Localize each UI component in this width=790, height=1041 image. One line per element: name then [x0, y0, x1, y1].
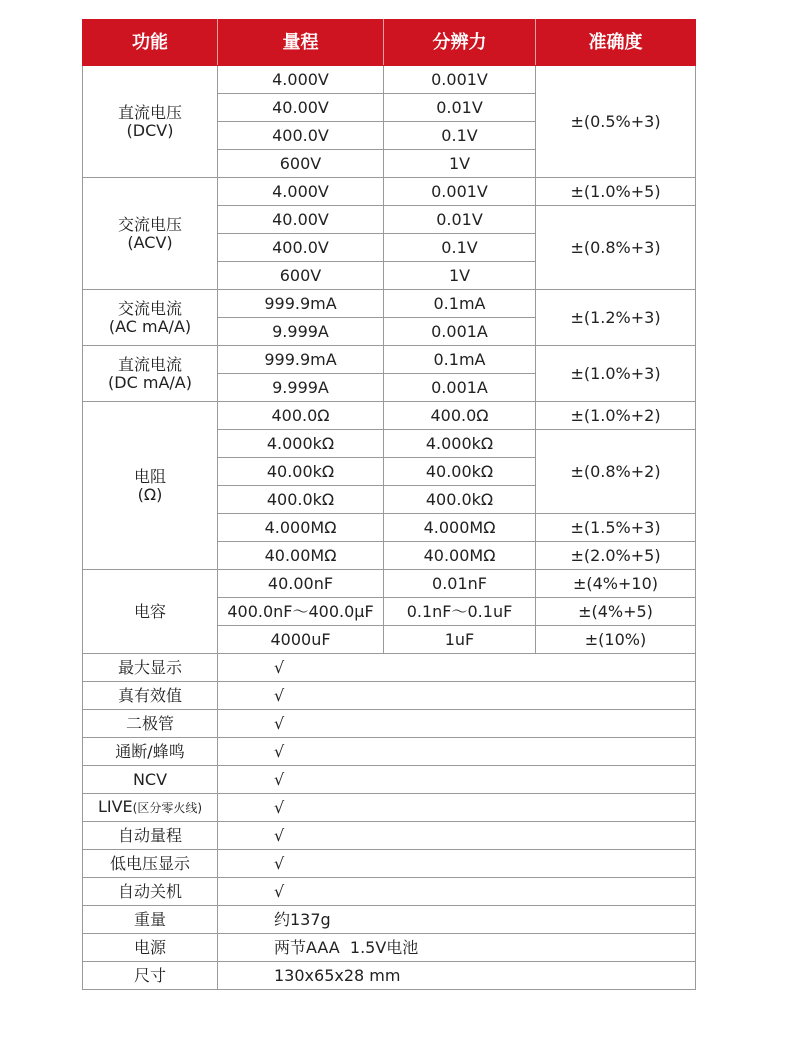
accuracy-cell: ±(1.2%+3) — [536, 290, 696, 346]
accuracy-cell: ±(0.5%+3) — [536, 66, 696, 178]
header-row — [83, 20, 696, 66]
feature-value: √ — [218, 766, 696, 794]
resolution-cell: 40.00MΩ — [384, 542, 536, 570]
feature-row — [83, 962, 696, 990]
accuracy-cell: ±(1.0%+5) — [536, 178, 696, 206]
range-cell: 40.00nF — [218, 570, 384, 598]
range-cell: 600V — [218, 150, 384, 178]
accuracy-cell: ±(1.5%+3) — [536, 514, 696, 542]
feature-label: NCV — [83, 766, 218, 794]
resolution-cell: 1V — [384, 262, 536, 290]
table-row — [83, 66, 696, 94]
feature-label: 二极管 — [83, 710, 218, 738]
range-cell: 9.999A — [218, 374, 384, 402]
range-cell: 4.000kΩ — [218, 430, 384, 458]
table-row — [83, 402, 696, 430]
feature-row — [83, 710, 696, 738]
resolution-cell: 4.000MΩ — [384, 514, 536, 542]
accuracy-cell: ±(4%+5) — [536, 598, 696, 626]
table-row — [83, 178, 696, 206]
resolution-cell: 400.0kΩ — [384, 486, 536, 514]
resolution-cell: 0.001V — [384, 66, 536, 94]
header-function: 功能 — [83, 20, 218, 66]
resolution-cell: 400.0Ω — [384, 402, 536, 430]
feature-label: 通断/蜂鸣 — [83, 738, 218, 766]
range-cell: 9.999A — [218, 318, 384, 346]
resolution-cell: 0.1nF～0.1uF — [384, 598, 536, 626]
range-cell: 40.00kΩ — [218, 458, 384, 486]
accuracy-cell: ±(0.8%+2) — [536, 430, 696, 514]
aca-label: 交流电流 (AC mA/A) — [83, 290, 218, 346]
range-cell: 999.9mA — [218, 346, 384, 374]
range-cell: 400.0Ω — [218, 402, 384, 430]
accuracy-cell: ±(1.0%+2) — [536, 402, 696, 430]
feature-row — [83, 654, 696, 682]
feature-label: 重量 — [83, 906, 218, 934]
acv-label: 交流电压 (ACV) — [83, 178, 218, 290]
range-cell: 4.000V — [218, 178, 384, 206]
range-cell: 40.00V — [218, 94, 384, 122]
table-row — [83, 346, 696, 374]
resolution-cell: 1V — [384, 150, 536, 178]
header-resolution: 分辨力 — [384, 20, 536, 66]
accuracy-cell: ±(10%) — [536, 626, 696, 654]
range-cell: 400.0nF～400.0μF — [218, 598, 384, 626]
range-cell: 999.9mA — [218, 290, 384, 318]
feature-label: 最大显示 — [83, 654, 218, 682]
feature-row — [83, 682, 696, 710]
feature-value: √ — [218, 654, 696, 682]
feature-value: √ — [218, 682, 696, 710]
feature-row — [83, 822, 696, 850]
feature-row — [83, 766, 696, 794]
feature-value: 两节AAA 1.5V电池 — [218, 934, 696, 962]
feature-value: 约137g — [218, 906, 696, 934]
table-row — [83, 570, 696, 598]
feature-label: 真有效值 — [83, 682, 218, 710]
feature-label: 低电压显示 — [83, 850, 218, 878]
resolution-cell: 0.001A — [384, 318, 536, 346]
feature-value: √ — [218, 710, 696, 738]
resolution-cell: 0.01V — [384, 94, 536, 122]
range-cell: 4.000MΩ — [218, 514, 384, 542]
feature-row — [83, 906, 696, 934]
range-cell: 400.0V — [218, 122, 384, 150]
feature-value: √ — [218, 850, 696, 878]
feature-row — [83, 934, 696, 962]
resolution-cell: 0.1V — [384, 234, 536, 262]
resolution-cell: 0.001V — [384, 178, 536, 206]
resolution-cell: 0.1V — [384, 122, 536, 150]
resistance-label: 电阻 (Ω) — [83, 402, 218, 570]
feature-row — [83, 878, 696, 906]
feature-value: √ — [218, 822, 696, 850]
feature-label: 自动关机 — [83, 878, 218, 906]
dcv-label: 直流电压 (DCV) — [83, 66, 218, 178]
resolution-cell: 0.01V — [384, 206, 536, 234]
header-accuracy: 准确度 — [536, 20, 696, 66]
range-cell: 400.0kΩ — [218, 486, 384, 514]
accuracy-cell: ±(2.0%+5) — [536, 542, 696, 570]
feature-row — [83, 738, 696, 766]
resolution-cell: 0.01nF — [384, 570, 536, 598]
resolution-cell: 1uF — [384, 626, 536, 654]
capacitance-label: 电容 — [83, 570, 218, 654]
accuracy-cell: ±(4%+10) — [536, 570, 696, 598]
range-cell: 600V — [218, 262, 384, 290]
feature-value: √ — [218, 794, 696, 822]
feature-label: 电源 — [83, 934, 218, 962]
feature-row — [83, 794, 696, 822]
resolution-cell: 0.001A — [384, 374, 536, 402]
table-row — [83, 290, 696, 318]
feature-label: 自动量程 — [83, 822, 218, 850]
spec-table — [82, 19, 696, 990]
feature-label: LIVE(区分零火线) — [83, 794, 218, 822]
feature-value: 130x65x28 mm — [218, 962, 696, 990]
feature-value: √ — [218, 878, 696, 906]
feature-label: 尺寸 — [83, 962, 218, 990]
accuracy-cell: ±(1.0%+3) — [536, 346, 696, 402]
resolution-cell: 0.1mA — [384, 290, 536, 318]
feature-row — [83, 850, 696, 878]
resolution-cell: 4.000kΩ — [384, 430, 536, 458]
resolution-cell: 0.1mA — [384, 346, 536, 374]
range-cell: 400.0V — [218, 234, 384, 262]
range-cell: 4.000V — [218, 66, 384, 94]
range-cell: 4000uF — [218, 626, 384, 654]
resolution-cell: 40.00kΩ — [384, 458, 536, 486]
accuracy-cell: ±(0.8%+3) — [536, 206, 696, 290]
dca-label: 直流电流 (DC mA/A) — [83, 346, 218, 402]
header-range: 量程 — [218, 20, 384, 66]
feature-value: √ — [218, 738, 696, 766]
range-cell: 40.00MΩ — [218, 542, 384, 570]
range-cell: 40.00V — [218, 206, 384, 234]
